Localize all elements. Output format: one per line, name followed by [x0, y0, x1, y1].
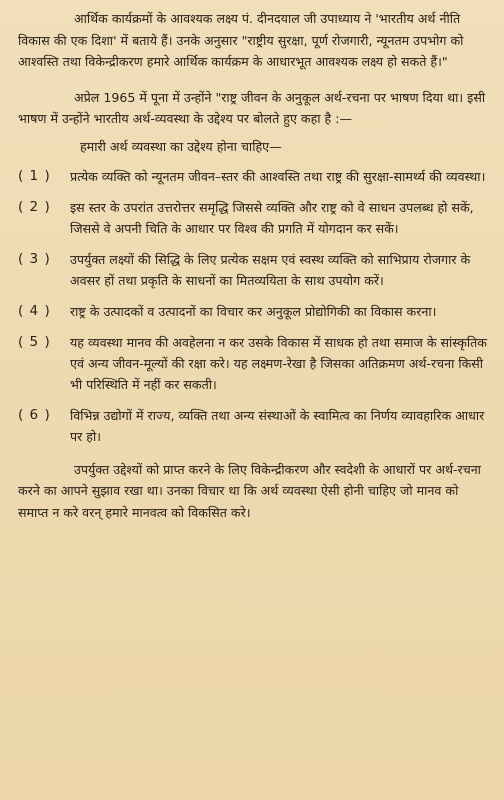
objective-item-6 — [18, 405, 490, 447]
objective-text: इस स्तर के उपरांत उत्तरोत्तर समृद्धि जिससे व्यक्ति और राष्ट्र को वे साधन उपलब्ध हो सकें, जिससे वे अपनी चिति के आधार पर विश्व की प्रगति में योगदान कर सकें। — [70, 199, 474, 236]
objective-text: राष्ट्र के उत्पादकों व उत्पादनों का विचार कर अनुकूल प्रोद्योगिकी का विकास करना। — [70, 303, 437, 319]
objective-number: ( 2 ) — [18, 198, 51, 215]
objective-text: विभिन्न उद्योगों में राज्य, व्यक्ति तथा अन्य संस्थाओं के स्वामित्व का निर्णय व्यावहारिक आधार पर हो। — [70, 407, 485, 444]
objective-item-2 — [18, 197, 490, 239]
objective-text: यह व्यवस्था मानव की अवहेलना न कर उसके विकास में साधक हो तथा समाज के सांस्कृतिक एवं अन्य जीवन-मूल्यों की रक्षा करे। यह लक्ष्मण-रेखा है जिसका अतिक्रमण अर्थ-रचना किसी भी परिस्थिति में नहीं कर सकती। — [70, 334, 487, 392]
objective-number: ( 4 ) — [18, 302, 51, 319]
objective-text: प्रत्येक व्यक्ति को न्यूनतम जीवन–स्तर की आश्वस्ति तथा राष्ट्र की सुरक्षा-सामर्थ्य की व्यवस्था। — [70, 168, 486, 184]
intro-paragraph: आर्थिक कार्यक्रमों के आवश्यक लक्ष्य पं. दीनदयाल जी उपाध्याय ने 'भारतीय अर्थ नीति विकास की एक दिशा' में बताये हैं। उनके अनुसार "राष्ट्रीय सुरक्षा, पूर्ण रोजगारी, न्यूनतम उपभोग को आश्वस्ति तथा विकेन्द्रीकरण हमारे आर्थिक कार्यक्रम के आधारभूत आवश्यक लक्ष्य हो सकते हैं।" — [18, 11, 464, 69]
objectives-lead-in: हमारी अर्थ व्यवस्था का उद्देश्य होना चाहिए— — [80, 138, 282, 154]
objective-item-1 — [18, 166, 490, 187]
objective-number: ( 6 ) — [18, 406, 51, 423]
objective-item-4 — [18, 301, 490, 322]
objective-number: ( 3 ) — [18, 250, 51, 267]
closing-paragraph: उपर्युक्त उद्देश्यों को प्राप्त करने के लिए विकेन्द्रीकरण और स्वदेशी के आधारों पर अर्थ-रचना करने का आपने सुझाव रखा था। उनका विचार था कि अर्थ व्यवस्था ऐसी होनी चाहिए जो मानव को समाप्त न करे वरन् हमारे मानवत्व को विकसित करे। — [18, 461, 481, 520]
objective-number: ( 1 ) — [18, 167, 51, 184]
objective-text: उपर्युक्त लक्ष्यों की सिद्धि के लिए प्रत्येक सक्षम एवं स्वस्थ व्यक्ति को साभिप्राय रोजगार के अवसर हों तथा प्रकृति के साधनों का मितव्ययिता के साथ उपयोग करें। — [70, 251, 471, 288]
objective-number: ( 5 ) — [18, 333, 51, 350]
objective-item-5 — [18, 332, 490, 395]
objective-item-3 — [18, 249, 490, 291]
speech-paragraph: अप्रेल 1965 में पूना में उन्होंने "राष्ट्र जीवन के अनुकूल अर्थ-रचना पर भाषण दिया था। इसी भाषण में उन्होंने भारतीय अर्थ-व्यवस्था के उद्देश्य पर बोलते हुए कहा है :— — [18, 89, 486, 126]
